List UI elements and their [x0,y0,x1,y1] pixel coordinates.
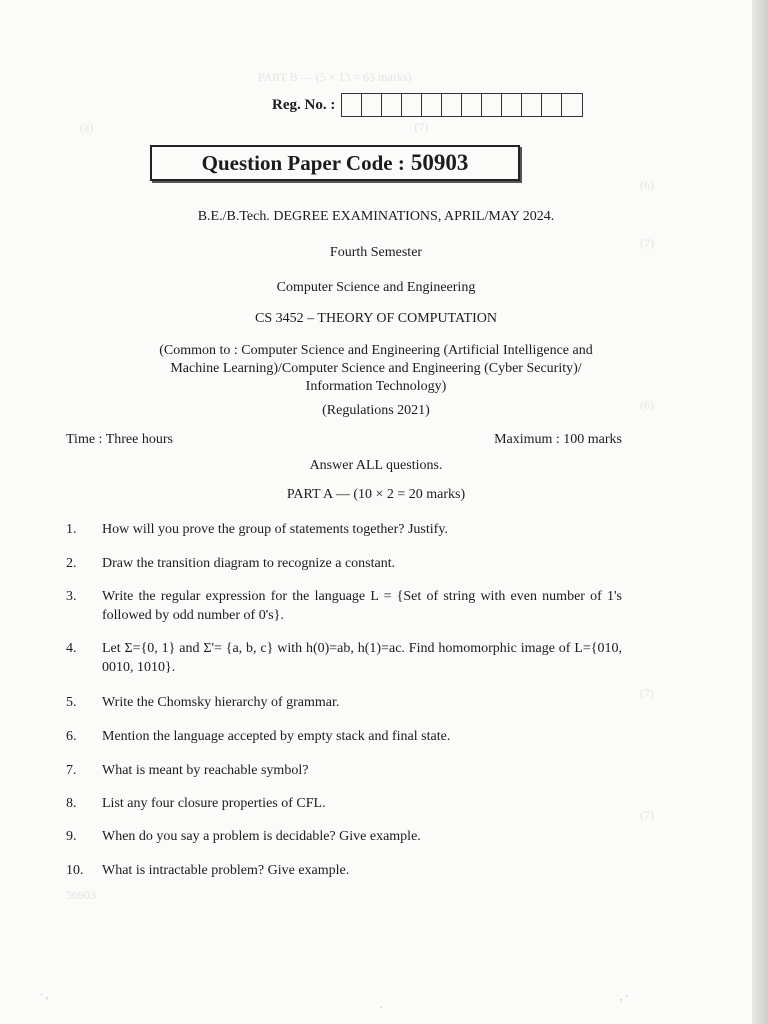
question-text: Draw the transition diagram to recognize a constant. [102,556,396,571]
maximum-marks: Maximum : 100 marks [494,432,622,447]
question-number: 6. [66,729,77,744]
part-heading: PART A — (10 × 2 = 20 marks) [286,487,466,502]
question-number: 10. [66,863,84,878]
common-to-line: Information Technology) [305,379,447,394]
reg-no-box[interactable] [462,94,482,116]
course-title: CS 3452 – THEORY OF COMPUTATION [255,311,497,326]
paper-code-label: Question Paper Code : [201,150,405,175]
question-text: What is intractable problem? Give example. [102,863,350,878]
bleed-through: (6) [640,398,654,412]
bleed-through: PART B — (5 × 13 = 65 marks) [258,70,412,84]
question-number: 1. [66,522,77,537]
question-text: Write the regular expression for the language L = {Set of string with even number of 1's followed by odd number of 0's}. [102,589,622,623]
question-text: When do you say a problem is decidable? Give example. [102,829,421,844]
question-number: 7. [66,763,77,778]
scan-speck: . [380,1000,383,1011]
scan-speck: , · [620,992,629,1003]
reg-no-box[interactable] [422,94,442,116]
exam-title: B.E./B.Tech. DEGREE EXAMINATIONS, APRIL/MAY 2024. [197,209,555,224]
semester: Fourth Semester [329,245,423,260]
common-to-line: (Common to : Computer Science and Engineering (Artificial Intelligence and [159,343,593,358]
reg-no-boxes[interactable] [341,93,583,117]
bleed-through: (a) (7) [80,120,429,134]
reg-no-box[interactable] [522,94,542,116]
question-text: List any four closure properties of CFL. [102,796,326,811]
question-number: 3. [66,589,77,604]
page-edge-shadow [752,0,768,1024]
instruction: Answer ALL questions. [309,458,443,473]
bleed-through: (7) [640,236,654,250]
paper-code-value: 50903 [410,150,469,175]
reg-no-box[interactable] [402,94,422,116]
question-number: 8. [66,796,77,811]
bleed-through: 50903 [66,888,96,902]
question-number: 2. [66,556,77,571]
reg-no-box[interactable] [482,94,502,116]
question-text: Let Σ={0, 1} and Σ'= {a, b, c} with h(0)=ab, h(1)=ac. Find homomorphic image of L={010, 0010, 1010}. [102,641,622,675]
reg-no-box[interactable] [502,94,522,116]
question-text: Write the Chomsky hierarchy of grammar. [102,695,340,710]
question-paper-code [150,145,520,181]
department: Computer Science and Engineering [276,280,476,295]
scan-speck: · , [40,990,49,1001]
bleed-through: (7) [640,808,654,822]
reg-no-label: Reg. No. : [272,96,336,113]
bleed-through: (7) [640,686,654,700]
question-text: How will you prove the group of statements together? Justify. [102,522,448,537]
reg-no-box[interactable] [442,94,462,116]
question-text: Mention the language accepted by empty stack and final state. [102,729,451,744]
question-number: 9. [66,829,77,844]
reg-no-box[interactable] [362,94,382,116]
reg-no [272,93,583,117]
time-allowed: Time : Three hours [66,432,173,447]
regulations: (Regulations 2021) [322,403,430,418]
question-number: 4. [66,641,77,656]
reg-no-box[interactable] [542,94,562,116]
bleed-through: (6) [640,178,654,192]
question-number: 5. [66,695,77,710]
reg-no-box[interactable] [342,94,362,116]
common-to-line: Machine Learning)/Computer Science and Engineering (Cyber Security)/ [170,361,582,376]
reg-no-box[interactable] [562,94,582,116]
common-to [0,342,752,396]
reg-no-box[interactable] [382,94,402,116]
question-text: What is meant by reachable symbol? [102,763,309,778]
